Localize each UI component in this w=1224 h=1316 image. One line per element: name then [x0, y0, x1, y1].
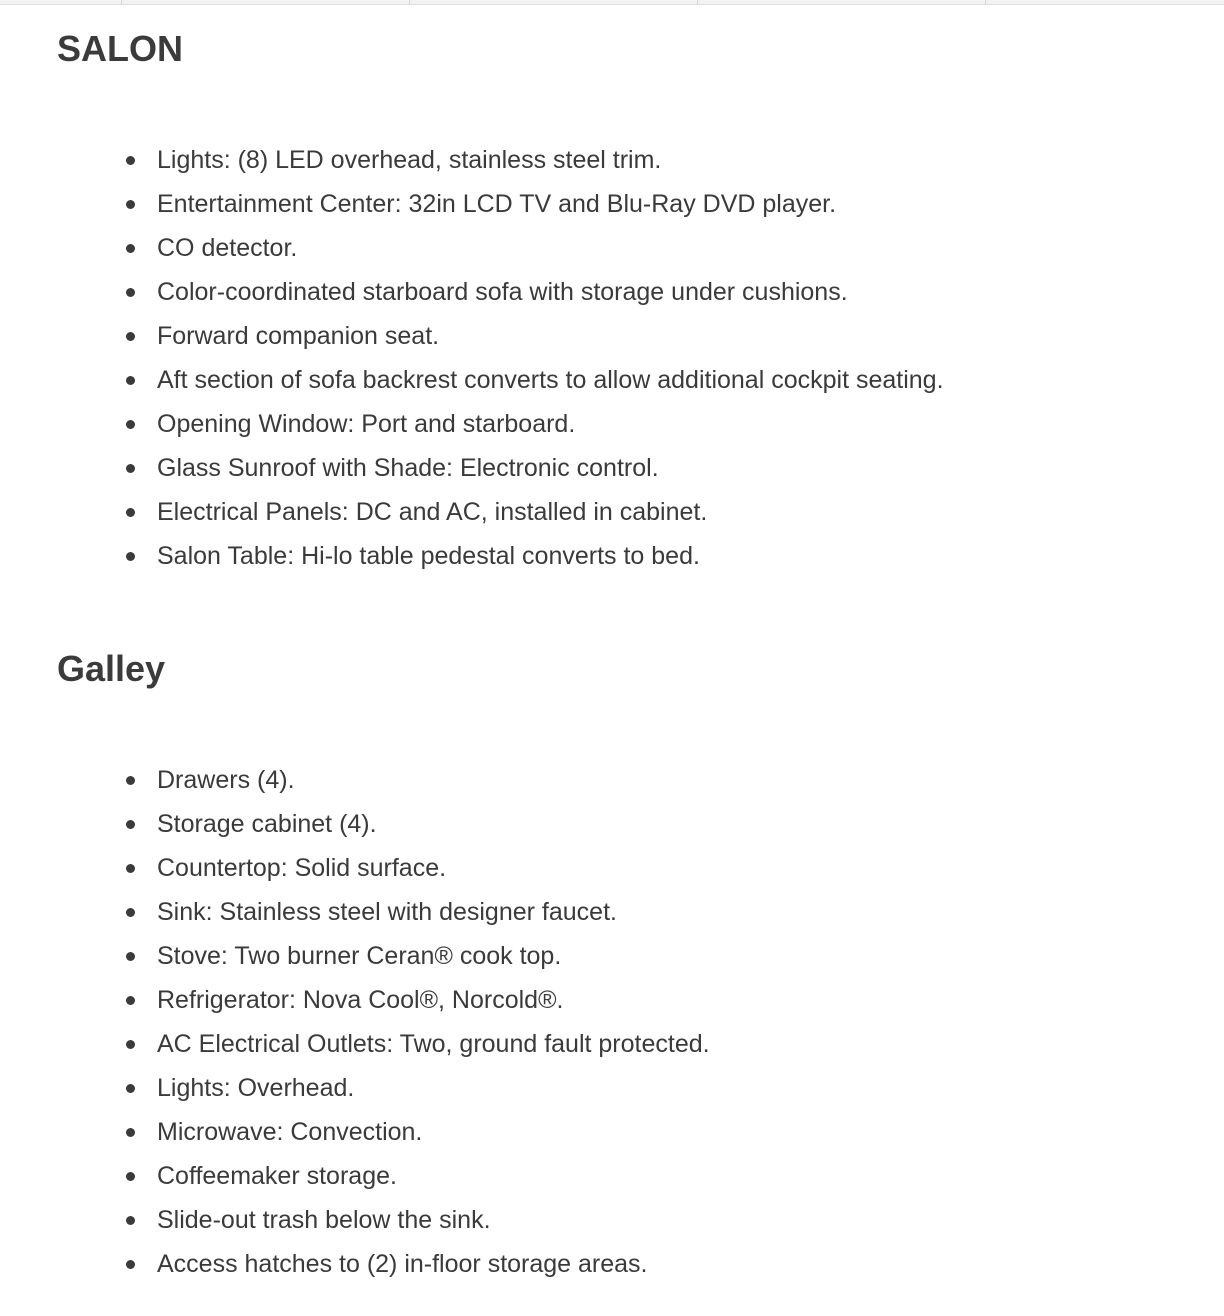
- list-item: Glass Sunroof with Shade: Electronic control.: [0, 446, 944, 490]
- galley-feature-list: [0, 758, 710, 1286]
- list-item: Color-coordinated starboard sofa with storage under cushions.: [0, 270, 944, 314]
- list-item: Entertainment Center: 32in LCD TV and Blu-Ray DVD player.: [0, 182, 944, 226]
- list-item: AC Electrical Outlets: Two, ground fault protected.: [0, 1022, 710, 1066]
- list-item: Storage cabinet (4).: [0, 802, 710, 846]
- galley-heading: Galley: [57, 648, 166, 689]
- list-item: Slide-out trash below the sink.: [0, 1198, 710, 1242]
- list-item: Lights: Overhead.: [0, 1066, 710, 1110]
- list-item: Access hatches to (2) in-floor storage areas.: [0, 1242, 710, 1286]
- list-item: CO detector.: [0, 226, 944, 270]
- list-item: Stove: Two burner Ceran® cook top.: [0, 934, 710, 978]
- list-item: Drawers (4).: [0, 758, 710, 802]
- list-item: Refrigerator: Nova Cool®, Norcold®.: [0, 978, 710, 1022]
- top-tab-strip: [0, 0, 1224, 5]
- list-item: Sink: Stainless steel with designer faucet.: [0, 890, 710, 934]
- salon-feature-list: [0, 138, 944, 578]
- tab-divider: [985, 0, 986, 5]
- list-item: Coffeemaker storage.: [0, 1154, 710, 1198]
- list-item: Opening Window: Port and starboard.: [0, 402, 944, 446]
- list-item: Countertop: Solid surface.: [0, 846, 710, 890]
- tab-divider: [697, 0, 698, 5]
- list-item: Forward companion seat.: [0, 314, 944, 358]
- list-item: Electrical Panels: DC and AC, installed in cabinet.: [0, 490, 944, 534]
- list-item: Microwave: Convection.: [0, 1110, 710, 1154]
- list-item: Salon Table: Hi-lo table pedestal converts to bed.: [0, 534, 944, 578]
- salon-heading: SALON: [57, 28, 183, 69]
- tab-divider: [409, 0, 410, 5]
- list-item: Aft section of sofa backrest converts to allow additional cockpit seating.: [0, 358, 944, 402]
- tab-divider: [121, 0, 122, 5]
- list-item: Lights: (8) LED overhead, stainless steel trim.: [0, 138, 944, 182]
